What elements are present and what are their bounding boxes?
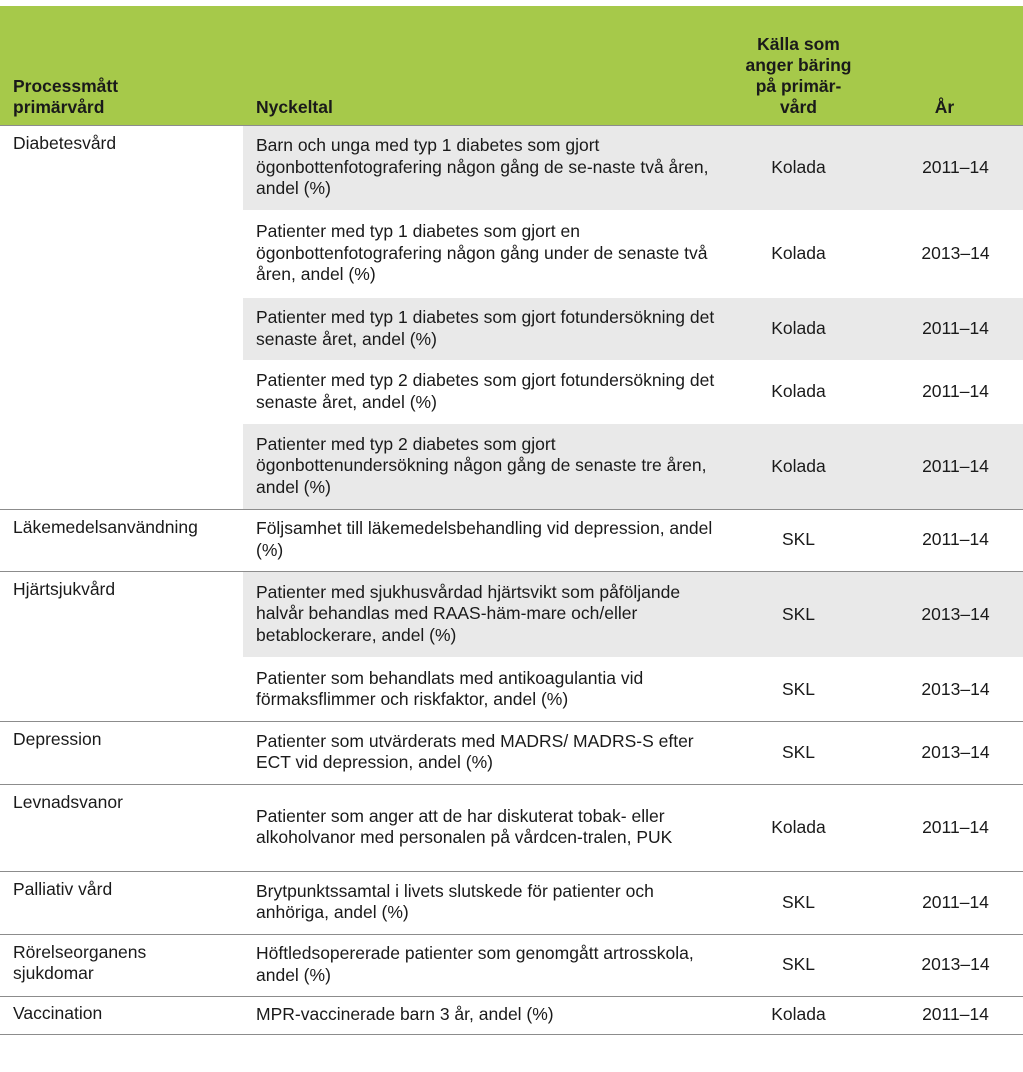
source-cell: SKL [731,871,866,934]
table-row [0,509,1023,571]
source-cell: Kolada [731,996,866,1034]
indicator-cell: Patienter som behandlats med antikoagulantia vid förmaksflimmer och riskfaktor, andel (%) [243,658,731,721]
year-cell: 2013–14 [866,211,1023,297]
table-row [0,871,1023,934]
source-cell: SKL [731,571,866,658]
category-cell: Depression [0,721,243,784]
category-cell: Hjärtsjukvård [0,571,243,721]
year-cell: 2011–14 [866,996,1023,1034]
indicator-cell: Patienter som utvärderats med MADRS/ MADRS-S efter ECT vid depression, andel (%) [243,721,731,784]
indicator-cell: MPR-vaccinerade barn 3 år, andel (%) [243,996,731,1034]
year-cell: 2013–14 [866,721,1023,784]
source-cell: SKL [731,721,866,784]
indicator-cell: Patienter med typ 1 diabetes som gjort fotundersökning det senaste året, andel (%) [243,297,731,361]
source-cell: Kolada [731,297,866,361]
category-cell: Läkemedelsanvändning [0,509,243,571]
header-indicator: Nyckeltal [243,6,731,125]
process-measures-table [0,6,1023,1035]
year-cell: 2011–14 [866,125,1023,211]
indicator-cell: Patienter med typ 1 diabetes som gjort en ögonbottenfotografering någon gång under de senaste två åren, andel (%) [243,211,731,297]
source-cell: Kolada [731,423,866,509]
category-cell: Rörelseorganens sjukdomar [0,934,243,996]
source-cell: Kolada [731,784,866,871]
year-cell: 2013–14 [866,658,1023,721]
table-row [0,784,1023,871]
source-cell: Kolada [731,125,866,211]
category-cell: Diabetesvård [0,125,243,509]
year-cell: 2011–14 [866,297,1023,361]
table-header [0,6,1023,125]
header-year: År [866,6,1023,125]
year-cell: 2011–14 [866,423,1023,509]
table-row [0,996,1023,1034]
source-cell: SKL [731,934,866,996]
source-cell: Kolada [731,211,866,297]
year-cell: 2011–14 [866,509,1023,571]
indicator-cell: Patienter med typ 2 diabetes som gjort ögonbottenundersökning någon gång de senaste tre åren, andel (%) [243,423,731,509]
indicator-cell: Patienter med typ 2 diabetes som gjort fotundersökning det senaste året, andel (%) [243,361,731,423]
table-row [0,934,1023,996]
year-cell: 2013–14 [866,571,1023,658]
source-cell: SKL [731,658,866,721]
table-row [0,571,1023,658]
year-cell: 2011–14 [866,871,1023,934]
year-cell: 2011–14 [866,361,1023,423]
indicator-cell: Patienter som anger att de har diskuterat tobak- eller alkoholvanor med personalen på vårdcen-tralen, PUK [243,784,731,871]
category-cell: Palliativ vård [0,871,243,934]
indicator-cell: Patienter med sjukhusvårdad hjärtsvikt som påföljande halvår behandlas med RAAS-häm-mare och/eller betablockerare, andel (%) [243,571,731,658]
category-cell: Levnadsvanor [0,784,243,871]
source-cell: Kolada [731,361,866,423]
indicator-cell: Barn och unga med typ 1 diabetes som gjort ögonbottenfotografering någon gång de se-naste två åren, andel (%) [243,125,731,211]
table-row [0,125,1023,211]
source-cell: SKL [731,509,866,571]
table-body [0,125,1023,1034]
table-row [0,721,1023,784]
year-cell: 2013–14 [866,934,1023,996]
indicator-cell: Brytpunktssamtal i livets slutskede för patienter och anhöriga, andel (%) [243,871,731,934]
indicator-cell: Följsamhet till läkemedelsbehandling vid depression, andel (%) [243,509,731,571]
category-cell: Vaccination [0,996,243,1034]
header-category: Processmått primärvård [0,6,243,125]
header-source: Källa som anger bäring på primär-vård [731,6,866,125]
year-cell: 2011–14 [866,784,1023,871]
indicator-cell: Höftledsopererade patienter som genomgått artrosskola, andel (%) [243,934,731,996]
